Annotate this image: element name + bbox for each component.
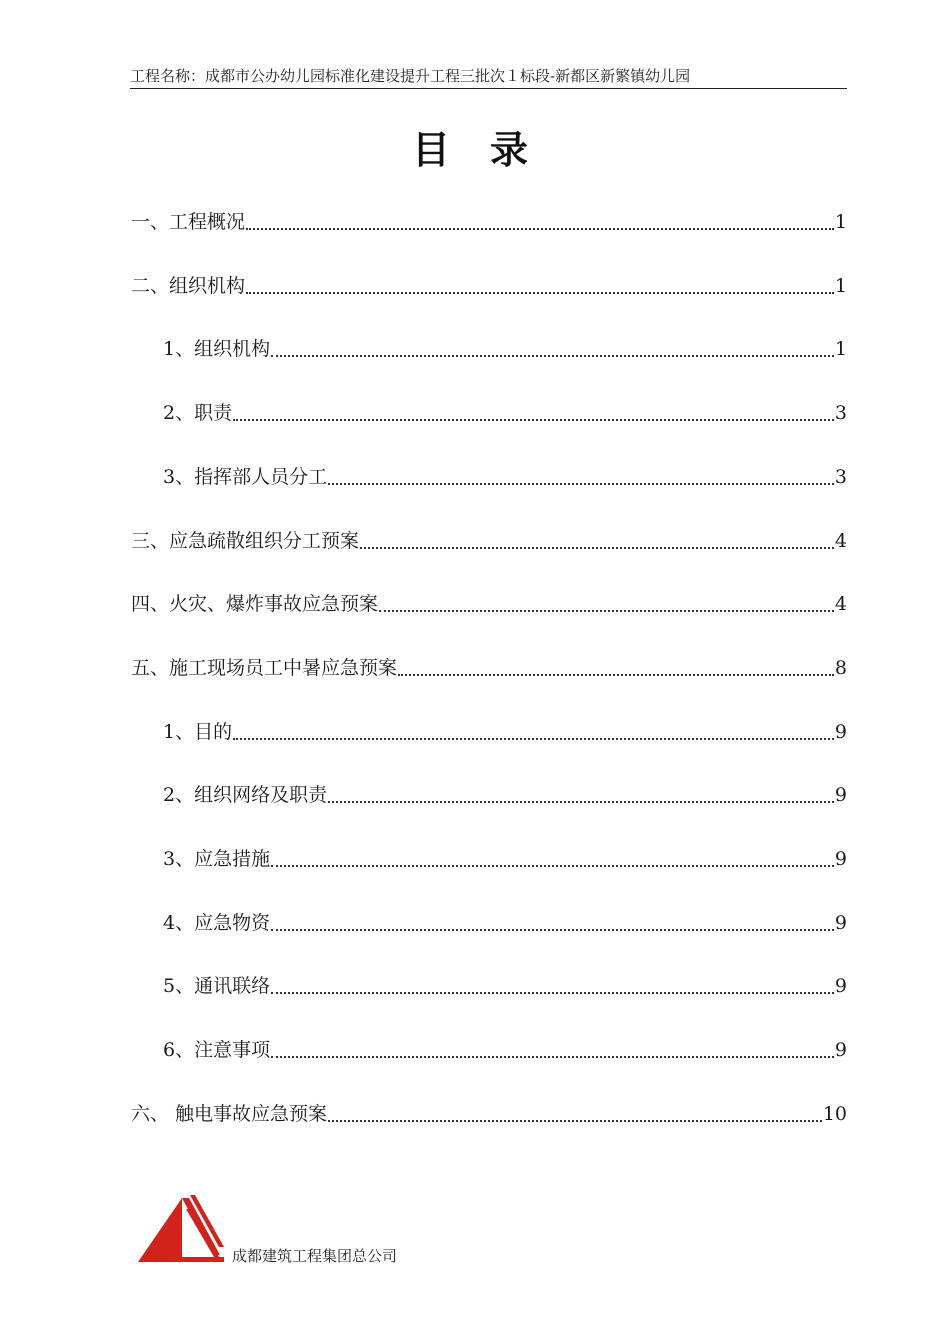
- toc-entry-page: 3: [834, 466, 847, 488]
- toc-entry[interactable]: [131, 207, 847, 237]
- toc-entry[interactable]: [163, 908, 847, 938]
- toc-dot-leader: [271, 971, 834, 1001]
- toc-dot-leader: [360, 526, 834, 556]
- toc-entry-page: 1: [834, 211, 847, 233]
- toc-entry-label: 3、应急措施: [163, 848, 271, 870]
- toc-entry-label: 5、通讯联络: [163, 975, 271, 997]
- toc-entry-label: 三、应急疏散组织分工预案: [131, 530, 360, 552]
- toc-entry[interactable]: [131, 271, 847, 301]
- project-name: 工程名称：成都市公办幼儿园标准化建设提升工程三批次１标段-新都区新繁镇幼儿园: [130, 67, 691, 85]
- company-logo: [138, 1195, 224, 1265]
- toc-dot-leader: [328, 1099, 822, 1129]
- toc-dot-leader: [246, 271, 834, 301]
- toc-entry-page: 4: [834, 530, 847, 552]
- toc-dot-leader: [271, 1035, 834, 1065]
- toc-dot-leader: [379, 589, 834, 619]
- toc-dot-leader: [271, 334, 834, 364]
- toc-entry[interactable]: [163, 971, 847, 1001]
- toc-entry-page: 10: [822, 1103, 847, 1125]
- toc-dot-leader: [233, 398, 834, 428]
- toc-entry[interactable]: [131, 1099, 847, 1129]
- toc-entry-page: 1: [834, 338, 847, 360]
- toc-entry-label: 1、目的: [163, 721, 233, 743]
- toc-entry-label: 6、注意事项: [163, 1039, 271, 1061]
- toc-entry-page: 9: [834, 721, 847, 743]
- footer-company-name: 成都建筑工程集团总公司: [232, 1247, 398, 1265]
- toc-entry-label: 二、组织机构: [131, 275, 246, 297]
- toc-entry[interactable]: [163, 334, 847, 364]
- toc-entry-page: 1: [834, 275, 847, 297]
- toc-dot-leader: [271, 908, 834, 938]
- toc-entry[interactable]: [163, 844, 847, 874]
- toc-dot-leader: [328, 462, 834, 492]
- toc-entry-page: 9: [834, 848, 847, 870]
- toc-entry-page: 9: [834, 912, 847, 934]
- toc-dot-leader: [246, 207, 834, 237]
- toc-entry[interactable]: [163, 398, 847, 428]
- toc-entry-label: 四、火灾、爆炸事故应急预案: [131, 593, 379, 615]
- toc-entry-label: 2、组织网络及职责: [163, 784, 328, 806]
- toc-entry-page: 4: [834, 593, 847, 615]
- toc-entry-label: 3、指挥部人员分工: [163, 466, 328, 488]
- toc-entry-page: 9: [834, 1039, 847, 1061]
- toc-entry-label: 2、职责: [163, 402, 233, 424]
- page-header: [130, 66, 847, 89]
- toc-dot-leader: [271, 844, 834, 874]
- page-title: 目录: [411, 127, 568, 172]
- toc-entry[interactable]: [163, 462, 847, 492]
- toc-entry[interactable]: [131, 526, 847, 556]
- toc-entry[interactable]: [163, 717, 847, 747]
- toc-dot-leader: [398, 653, 834, 683]
- logo-base: [182, 1257, 224, 1262]
- toc-entry[interactable]: [163, 780, 847, 810]
- toc-entry-label: 一、工程概况: [131, 211, 246, 233]
- toc-entry-label: 4、应急物资: [163, 912, 271, 934]
- toc-entry-label: 五、施工现场员工中暑应急预案: [131, 657, 398, 679]
- toc-dot-leader: [328, 780, 834, 810]
- toc-entry-label: 1、组织机构: [163, 338, 271, 360]
- toc-entry-page: 3: [834, 402, 847, 424]
- toc-entry[interactable]: [131, 589, 847, 619]
- toc-entry[interactable]: [163, 1035, 847, 1065]
- toc-entry-label: 六、 触电事故应急预案: [131, 1103, 328, 1125]
- toc-entry-page: 9: [834, 784, 847, 806]
- toc-entry-page: 9: [834, 975, 847, 997]
- logo-triangle-main: [138, 1198, 182, 1262]
- toc-entry[interactable]: [131, 653, 847, 683]
- toc-dot-leader: [233, 717, 834, 747]
- toc-entry-page: 8: [834, 657, 847, 679]
